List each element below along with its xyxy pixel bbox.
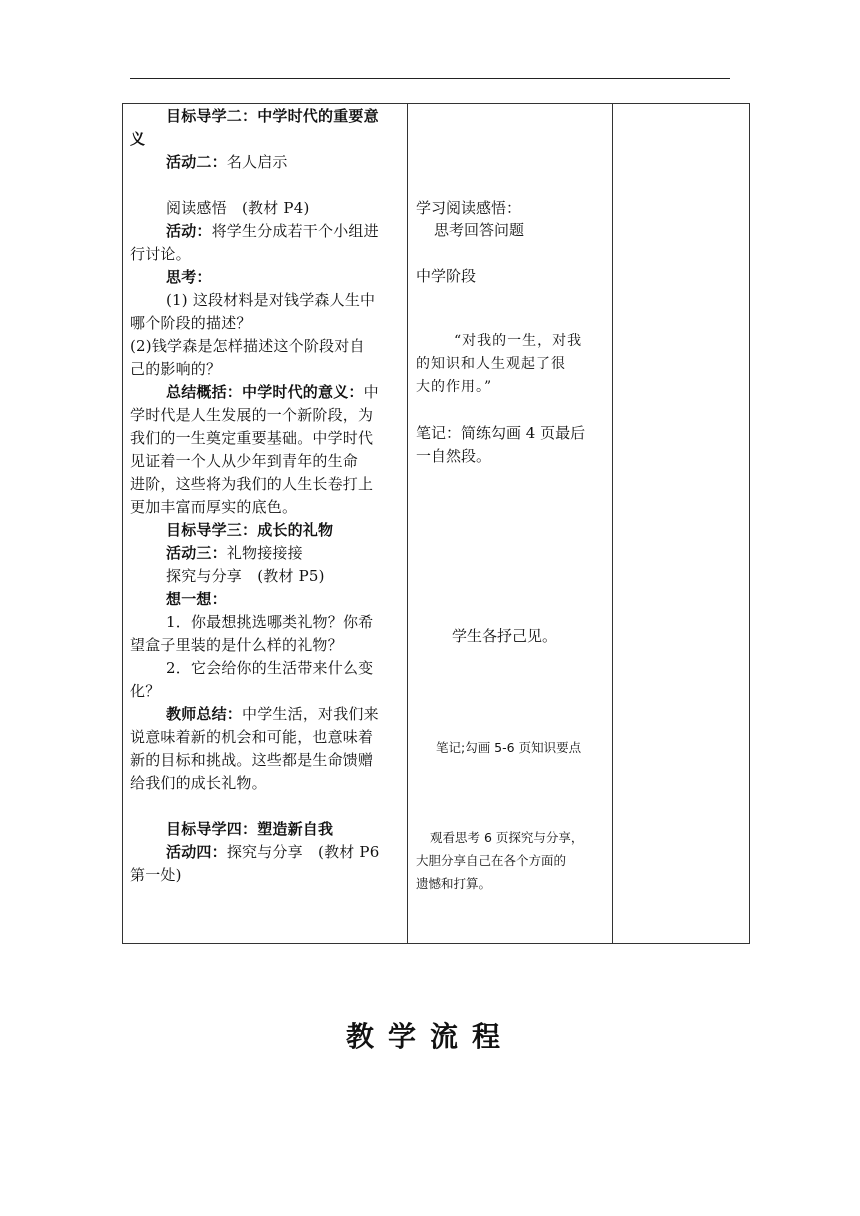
goal-two-heading-cont: 义 [130, 130, 146, 148]
activity-four-title: 活动四：探究与分享 (教材 P6 [166, 843, 380, 861]
students-share-views: 学生各抒己见。 [452, 627, 558, 645]
teacher-summary-2: 说意味着新的机会和可能，也意味着 [130, 728, 374, 746]
activity-instruction: 活动：将学生分成若干个小组进 [166, 222, 379, 240]
reading-reflection-task: 学习阅读感悟： [416, 199, 522, 217]
question-1: (1) 这段材料是对钱学森人生中 [166, 291, 376, 309]
explore-share-p5: 探究与分享 (教材 P5) [166, 567, 325, 585]
header-rule [130, 78, 730, 79]
notes-p4-cont: 一自然段。 [416, 447, 492, 465]
share-regrets: 大胆分享自己在各个方面的 [416, 853, 567, 868]
spacer [130, 795, 402, 818]
summary-heading: 总结概括：中学时代的意义：中 [166, 383, 379, 401]
activity-three-title: 活动三：礼物接接接 [166, 544, 303, 562]
notes-p5-6: 笔记;勾画 5-6 页知识要点 [436, 740, 582, 755]
think-heading: 思考： [166, 268, 212, 286]
summary-text-4: 进阶，这些将为我们的人生长卷打上 [130, 475, 374, 493]
watch-think-p6: 观看思考 6 页探究与分享， [430, 830, 584, 845]
share-plans: 遗憾和打算。 [416, 876, 492, 891]
column-divider-1 [407, 103, 408, 944]
section-title: 教学流程 [345, 1020, 514, 1053]
quote-line-1: “对我的一生，对我 [454, 333, 583, 349]
goal-two-heading: 目标导学二：中学时代的重要意 [166, 107, 379, 125]
question-2: (2)钱学森是怎样描述这个阶段对自 [130, 337, 365, 355]
gift-question-2: 2．它会给你的生活带来什么变 [166, 659, 374, 677]
quote-line-3: 大的作用。” [416, 379, 493, 395]
summary-text-3: 见证着一个人从少年到青年的生命 [130, 452, 359, 470]
gift-question-2-cont: 化？ [130, 682, 161, 700]
summary-text-1: 学时代是人生发展的一个新阶段，为 [130, 406, 374, 424]
spacer [130, 174, 402, 197]
think-about-heading: 想一想： [166, 590, 227, 608]
teacher-summary-4: 给我们的成长礼物。 [130, 774, 267, 792]
notes-p4: 笔记：简练勾画 4 页最后 [416, 424, 586, 442]
answer-middle-school-stage: 中学阶段 [416, 267, 477, 285]
activity-four-cont: 第一处) [130, 866, 182, 884]
column-divider-2 [612, 103, 613, 944]
teacher-summary: 教师总结：中学生活，对我们来 [166, 705, 379, 723]
question-1-cont: 哪个阶段的描述？ [130, 314, 252, 332]
gift-question-1-cont: 望盒子里装的是什么样的礼物？ [130, 636, 343, 654]
activity-instruction-cont: 行讨论。 [130, 245, 191, 263]
goal-three-heading: 目标导学三：成长的礼物 [166, 521, 334, 539]
question-2-cont: 己的影响的？ [130, 360, 222, 378]
goal-four-heading: 目标导学四：塑造新自我 [166, 820, 334, 838]
teacher-activity-column [130, 105, 402, 887]
quote-line-2: 的知识和人生观起了很 [416, 356, 566, 372]
reading-reflection: 阅读感悟 (教材 P4) [166, 199, 310, 217]
summary-text-2: 我们的一生奠定重要基础。中学时代 [130, 429, 374, 447]
activity-two-title: 活动二：名人启示 [166, 153, 288, 171]
gift-question-1: 1．你最想挑选哪类礼物？你希 [166, 613, 374, 631]
answer-questions-task: 思考回答问题 [434, 221, 525, 239]
summary-text-5: 更加丰富而厚实的底色。 [130, 498, 298, 516]
teacher-summary-3: 新的目标和挑战。这些都是生命馈赠 [130, 751, 374, 769]
